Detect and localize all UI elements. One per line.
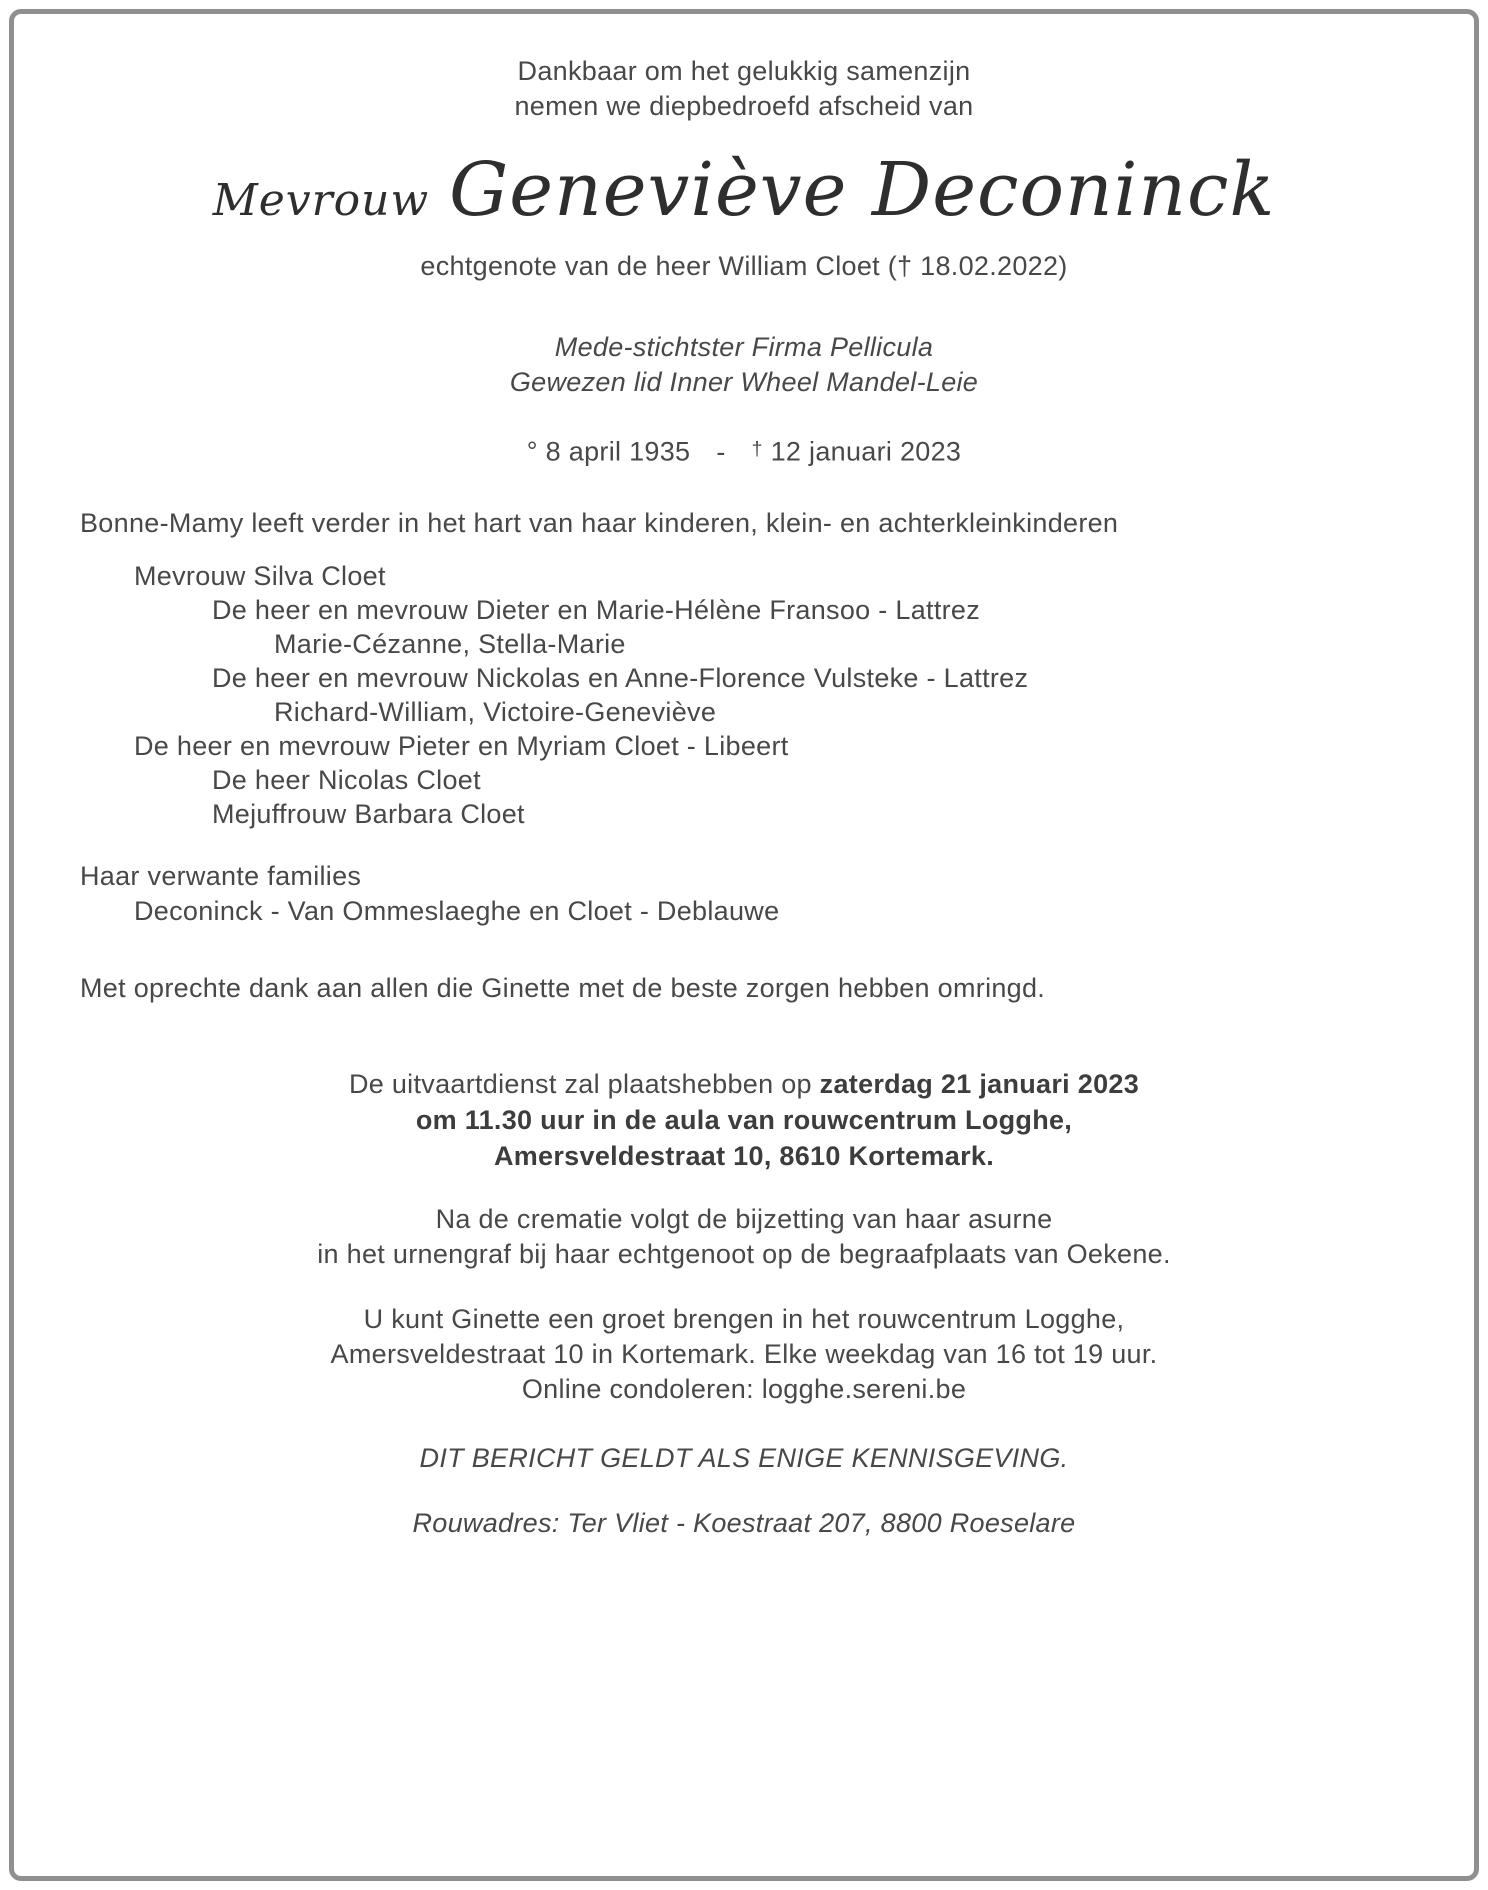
family-member-row: Mevrouw Silva Cloet [134, 560, 386, 591]
cremation-block [80, 1202, 1408, 1272]
family-member-row: De heer Nicolas Cloet [212, 764, 481, 795]
thanks-line: Met oprechte dank aan allen die Ginette met de beste zorgen hebben omringd. [80, 972, 1046, 1003]
family-intro-line: Bonne-Mamy leeft verder in het hart van haar kinderen, klein- en achterkleinkinderen [80, 507, 1119, 538]
obituary-content [14, 14, 1474, 1541]
spouse-line: echtgenote van de heer William Cloet († 18.02.2022) [420, 251, 1068, 282]
intro-line-2: nemen we diepbedroefd afscheid van [514, 91, 974, 121]
cremation-line-2: in het urnengraf bij haar echtgenoot op de begraafplaats van Oekene. [317, 1238, 1171, 1269]
obituary-card [9, 9, 1479, 1881]
deceased-salutation: Mevrouw [212, 175, 430, 226]
family-member-row: Marie-Cézanne, Stella-Marie [274, 628, 626, 659]
related-families-heading: Haar verwante families [80, 860, 362, 891]
service-line-1-regular: De uitvaartdienst zal plaatshebben op [348, 1068, 820, 1099]
deceased-name: Geneviève Deconinck [449, 147, 1276, 233]
birth-date: ° 8 april 1935 [526, 436, 691, 467]
family-member-row: Richard-William, Victoire-Geneviève [274, 696, 717, 727]
family-member-row: De heer en mevrouw Dieter en Marie-Hélène Fransoo - Lattrez [212, 594, 981, 625]
family-list [80, 559, 1408, 831]
visiting-line-1: U kunt Ginette een groet brengen in het rouwcentrum Logghe, [363, 1303, 1125, 1334]
role-line-2: Gewezen lid Inner Wheel Mandel-Leie [509, 367, 979, 398]
service-line-1 [80, 1066, 1408, 1102]
related-families-block [80, 859, 1408, 929]
visiting-line-3: Online condoleren: logghe.sereni.be [521, 1373, 967, 1404]
service-line-3: Amersveldestraat 10, 8610 Kortemark. [493, 1140, 995, 1171]
life-dates-line [80, 432, 1408, 469]
funeral-service-block [80, 1066, 1408, 1174]
family-member-row: Mejuffrouw Barbara Cloet [212, 798, 525, 829]
deceased-name-block [80, 147, 1408, 233]
sole-notification-line: DIT BERICHT GELDT ALS ENIGE KENNISGEVING. [419, 1442, 1069, 1473]
visiting-block [80, 1302, 1408, 1407]
death-cross-symbol: † [751, 438, 763, 461]
cremation-line-1: Na de crematie volgt de bijzetting van haar asurne [435, 1203, 1053, 1234]
death-date: 12 januari 2023 [770, 436, 962, 467]
service-date: zaterdag 21 januari 2023 [819, 1068, 1140, 1099]
intro-line-1: Dankbaar om het gelukkig samenzijn [517, 56, 971, 86]
mourning-address-label: Rouwadres: [412, 1507, 560, 1538]
service-line-2: om 11.30 uur in de aula van rouwcentrum Logghe, [415, 1104, 1073, 1135]
related-families-names: Deconinck - Van Ommeslaeghe en Cloet - Deblauwe [134, 895, 780, 926]
visiting-line-2: Amersveldestraat 10 in Kortemark. Elke weekdag van 16 tot 19 uur. [330, 1338, 1158, 1369]
family-member-row: De heer en mevrouw Nickolas en Anne-Florence Vulsteke - Lattrez [212, 662, 1029, 693]
mourning-address-value: Ter Vliet - Koestraat 207, 8800 Roeselare [567, 1507, 1076, 1538]
mourning-address-line [80, 1506, 1408, 1541]
role-line-1: Mede-stichtster Firma Pellicula [554, 332, 934, 363]
family-member-row: De heer en mevrouw Pieter en Myriam Cloet - Libeert [134, 730, 789, 761]
dates-separator: - [716, 436, 726, 467]
roles-block [80, 330, 1408, 400]
